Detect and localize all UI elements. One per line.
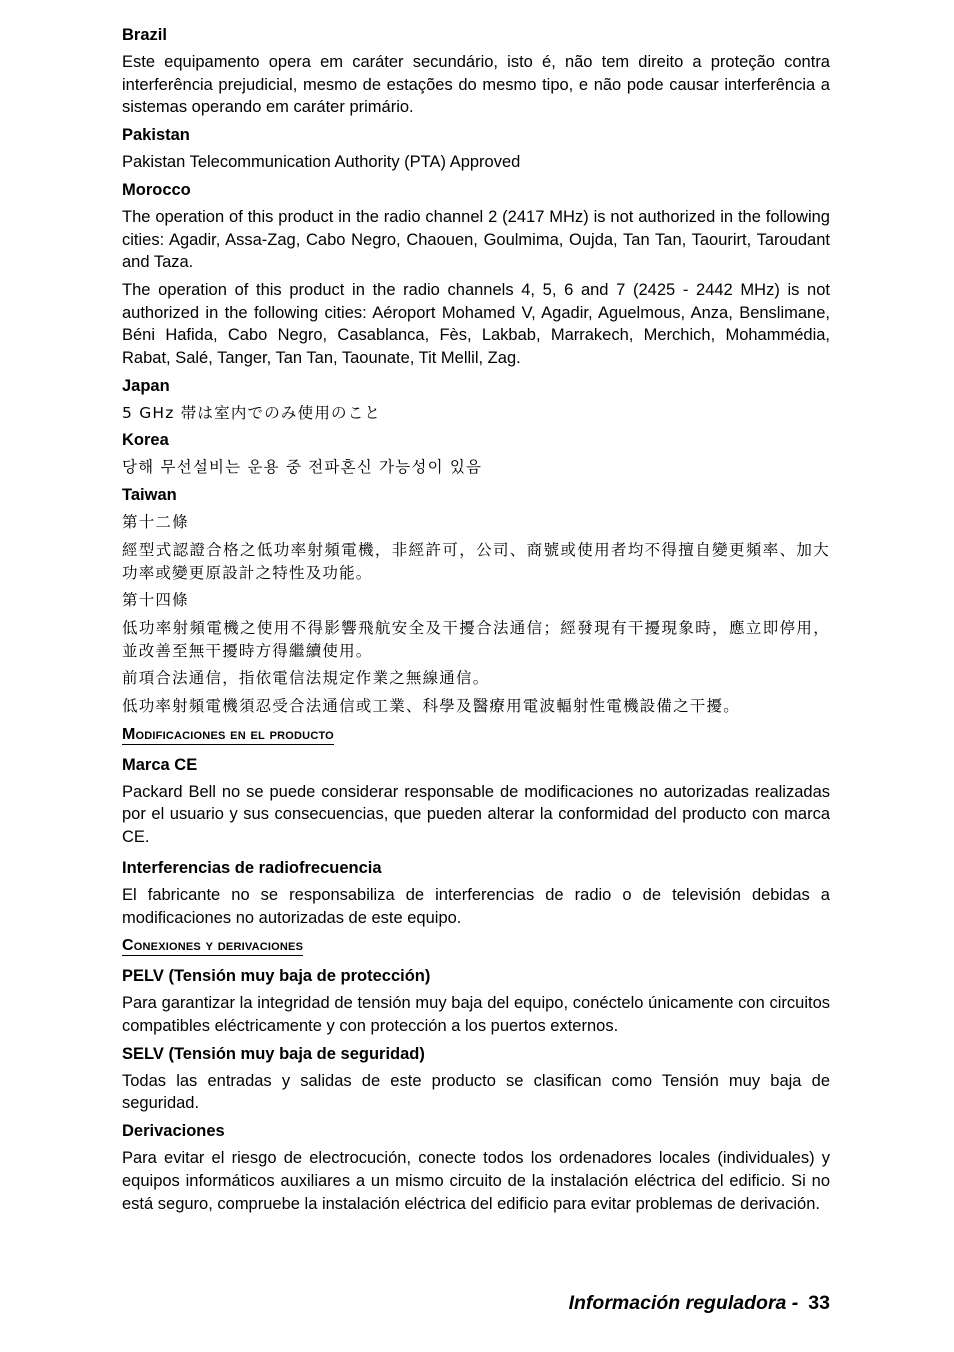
paragraph-pelv: Para garantizar la integridad de tensión muy baja del equipo, conéctelo únicamente con circuitos compatibles eléctricamente y con protección a los puertos externos. xyxy=(122,994,830,1035)
paragraph-marca-ce: Packard Bell no se puede considerar responsable de modificaciones no autorizadas realizadas por el usuario y sus consecuencias, que pueden alterar la conformidad del producto con marca CE. xyxy=(122,782,830,847)
heading-selv: SELV (Tensión muy baja de seguridad) xyxy=(122,1044,425,1063)
taiwan-article-12-title: 第十二條 xyxy=(122,513,189,532)
paragraph-brazil: Este equipamento opera em caráter secundário, isto é, não tem direito a proteção contra interferência prejudicial, mesmo de estações do mesmo tipo, e não pode causar interferência a sistemas operando em caráter primário. xyxy=(122,53,830,117)
section-title-conexiones: Conexiones y derivaciones xyxy=(122,937,304,955)
heading-marca-ce: Marca CE xyxy=(122,755,198,774)
heading-derivaciones: Derivaciones xyxy=(122,1122,225,1141)
heading-taiwan: Taiwan xyxy=(122,486,177,505)
paragraph-selv: Todas las entradas y salidas de este producto se clasifican como Tensión muy baja de seguridad. xyxy=(122,1071,830,1113)
heading-japan: Japan xyxy=(122,376,170,395)
heading-brazil: Brazil xyxy=(122,26,167,44)
heading-radiofrecuencia: Interferencias de radiofrecuencia xyxy=(122,858,382,877)
section-title-modificaciones: Modificaciones en el producto xyxy=(122,725,334,743)
paragraph-pakistan: Pakistan Telecommunication Authority (PTA) Approved xyxy=(122,153,521,172)
section-conexiones-wrapper xyxy=(122,935,830,965)
page-footer xyxy=(569,1290,830,1316)
heading-korea: Korea xyxy=(122,431,169,450)
paragraph-morocco-2: The operation of this product in the radio channels 4, 5, 6 and 7 (2425 - 2442 MHz) is not authorized in the following cities: Aéroport Mohamed V, Agadir, Aguelmous, Anza, Benslimane, Béni Hafida, Cabo Negro, Casablanca, Fès, Lakbab, Marrakech, Merchich, Mohammédia, Rabat, Salé, Tanger, Tan Tan, Taounate, Tit Mellil, Zag. xyxy=(122,280,830,368)
paragraph-derivaciones: Para evitar el riesgo de electrocución, conecte todos los ordenadores locales (individuales) y equipos informáticos auxiliares a un mismo circuito de la instalación eléctrica del edificio. Si no está seguro, compruebe la instalación eléctrica del edificio para evitar problemas de derivación. xyxy=(122,1149,830,1213)
heading-pelv: PELV (Tensión muy baja de protección) xyxy=(122,967,431,986)
taiwan-article-14-text-1: 低功率射頻電機之使用不得影響飛航安全及干擾合法通信；經發現有干擾現象時，應立即停用，並改善至無干擾時方得繼續使用。 xyxy=(122,618,830,660)
taiwan-article-14-text-2: 前項合法通信，指依電信法規定作業之無線通信。 xyxy=(122,669,490,688)
footer-title: Información reguladora - xyxy=(568,1292,799,1314)
heading-morocco: Morocco xyxy=(122,180,191,199)
paragraph-japan: 5 GHz 帯は室内でのみ使用のこと xyxy=(122,403,382,422)
taiwan-article-14-title: 第十四條 xyxy=(122,591,189,610)
page-number: 33 xyxy=(808,1292,830,1314)
taiwan-article-12-text: 經型式認證合格之低功率射頻電機，非經許可，公司、商號或使用者均不得擅自變更頻率、加大功率或變更原設計之特性及功能。 xyxy=(122,540,830,582)
paragraph-radiofrecuencia: El fabricante no se responsabiliza de interferencias de radio o de televisión debidas a modificaciones no autorizadas de este equipo. xyxy=(122,885,830,927)
paragraph-korea: 당해 무선설비는 운용 중 전파혼신 가능성이 있음 xyxy=(122,458,483,477)
document-page xyxy=(122,24,830,1215)
section-modificaciones-wrapper xyxy=(122,724,830,754)
paragraph-morocco-1: The operation of this product in the radio channel 2 (2417 MHz) is not authorized in the following cities: Agadir, Assa-Zag, Cabo Negro, Chaouen, Goulmima, Oujda, Tan Tan, Taourirt, Taroudant and Taza. xyxy=(122,207,830,272)
heading-pakistan: Pakistan xyxy=(122,126,190,145)
taiwan-article-14-text-3: 低功率射頻電機須忍受合法通信或工業、科學及醫療用電波輻射性電機設備之干擾。 xyxy=(122,697,740,716)
